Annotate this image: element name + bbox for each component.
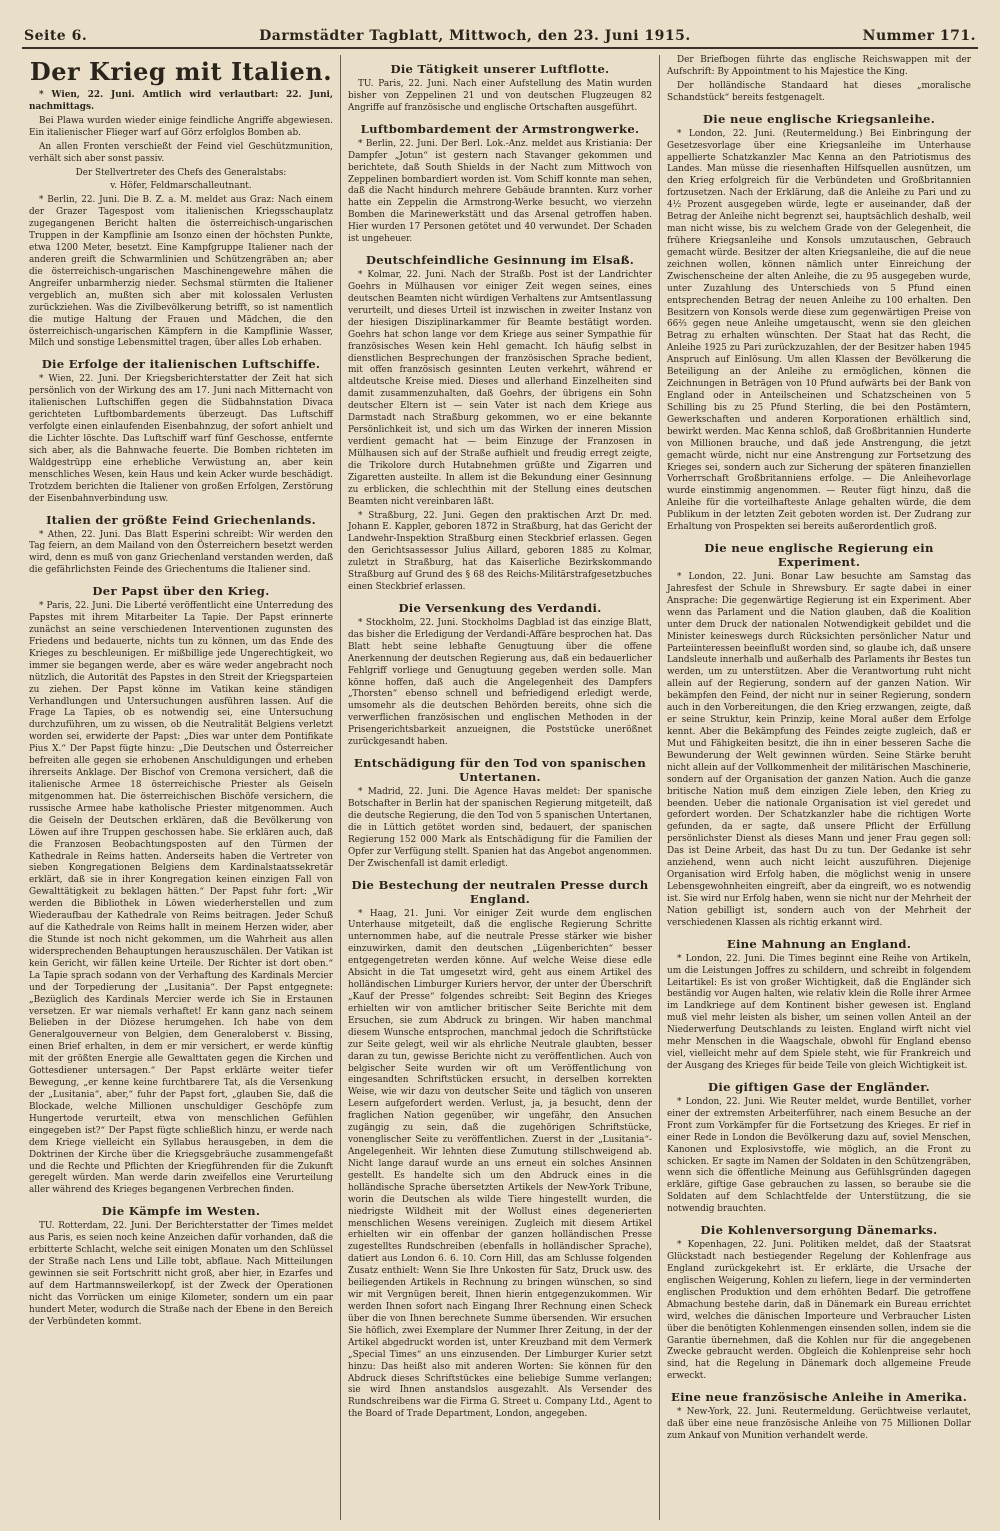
section-heading: Die Erfolge der italienischen Luftschiffe. — [41, 357, 321, 372]
article-paragraph: * London, 22. Juni. (Reutermeldung.) Bei Einbringung der Gesetzesvorlage über eine Kriegsanleihe im Unterhause appellierte Schatzkanzler Mac Kenna an den Patriotismus des Landes. Man müsse die riesenhaften Hilfsquellen ausnützen, um den Krieg erfolgreich für die Verbündeten und Großbritannien fortzusetzen. Nach der Erklärung, daß die Anleihe zu Pari und zu 4½ Prozent ausgegeben würde, legte er auseinander, daß der Betrag der Anleihe nicht begrenzt sei, hauptsächlich deshalb, weil man nicht wisse, bis zu welchem Grade von der Gelegenheit, die frühere Kriegsanleihe und Konsols umzutauschen, Gebrauch gemacht würde. Besitzer der alten Kriegsanleihe, die auf die neue zeichnen wollen, können nämlich unter Einreichung der Zwischenscheine der alten Anleihe, die zu 95 ausgegeben wurde, unter Zuzahlung des Unterschieds von 5 Pfund einen entsprechenden Betrag der neuen Anleihe zu 100 erhalten. Den Besitzern von Konsols werde diese zum gegenwärtigen Preise von 66⅔ gegen neue Anleihe umgetauscht, wenn sie den gleichen Betrag zu erhalten wünschten. Der Staat hat das Recht, die Anleihe 1925 zu Pari zurückzuzahlen, der der Besitzer haben 1945 Anspruch auf Einlösung. Um allen Klassen der Bevölkerung die Beteiligung an der Anleihe zu ermöglichen, können die Zeichnungen in Beträgen von 10 Pfund aufwärts bei der Bank von England oder in Anteilscheinen und Schatzscheinen von 5 Schilling bis zu 25 Pfund Sterling, die bei den Postämtern, Gewerkschaften und anderen Korporationen erhältlich sind, bewirkt werden. Mac Kenna schloß, daß Großbritannien Hunderte von Millionen brauche, und daß jede Anstrengung, die jetzt gemacht würde, nicht nur eine Anstrengung zur Fortsetzung des Krieges sei, sondern auch zur Sicherung der späteren finanziellen Vorherrschaft Großbritanniens erfolge. — Die Anleihevorlage wurde einstimmig angenommen. — Reuter fügt hinzu, daß die Anleihe für die vorteilhafteste Anlage gehalten würde, die dem Publikum in der letzten Zeit geboten worden ist. Der Zudrang zur Erhaltung von Prospekten sei bereits außerordentlich groß. — [667, 128, 971, 533]
main-headline: Der Krieg mit Italien. — [29, 57, 333, 86]
section-heading: Luftbombardement der Armstrongwerke. — [360, 121, 640, 136]
section-heading: Die neue englische Kriegsanleihe. — [702, 111, 936, 126]
section-heading: Eine neue französische Anleihe in Amerika. — [670, 1390, 968, 1405]
article-paragraph: TU. Paris, 22. Juni. Nach einer Aufstellung des Matin wurden bisher von Zeppelinen 21 und von deutschen Flugzeugen 82 Angriffe auf französische und englische Ortschaften ausgeführt. — [348, 79, 652, 113]
article-paragraph: * Madrid, 22. Juni. Die Agence Havas meldet: Der spanische Botschafter in Berlin hat der spanischen Regierung mitgeteilt, daß die deutsche Regierung, die den Tod von 5 spanischen Untertanen, die in Lüttich getötet worden sind, bedauert, der spanischen Regierung 152 000 Mark als Entschädigung für die Familien der Opfer zur Verfügung stellt. Spanien hat das Angebot angenommen. Der Zwischenfall ist damit erledigt. — [348, 787, 652, 869]
section-heading: Italien der größte Feind Griechenlands. — [46, 512, 316, 527]
column-2 — [341, 55, 660, 1520]
section-heading: Die Versenkung des Verdandi. — [398, 600, 602, 615]
article-paragraph: * London, 22. Juni. Die Times beginnt eine Reihe von Artikeln, um die Leistungen Joffres zu schildern, und schreibt in folgendem Leitartikel: Es ist von großer Wichtigkeit, daß die Engländer sich beständig vor Augen halten, wie relativ klein die Rolle ihrer Armee im Landkriege auf dem Kontinent bisher gewesen ist. England muß viel mehr leisten als bisher, um seinen vollen Anteil an der Niederwerfung Deutschlands zu leisten. England wirft nicht viel mehr Menschen in die Waagschale, obwohl für England ebenso viel, vielleicht mehr auf dem Spiele steht, wie für Frankreich und der Ausgang des Krieges für beide Teile von gleich Wichtigkeit ist. — [667, 953, 971, 1071]
column-3 — [660, 55, 978, 1520]
page-number: Seite 6. — [24, 28, 88, 44]
section-heading: Die Kohlenversorgung Dänemarks. — [700, 1223, 938, 1238]
column-1 — [22, 55, 341, 1520]
article-paragraph: * London, 22. Juni. Wie Reuter meldet, wurde Bentillet, vorher einer der extremsten Arbeiterführer, nach einem Besuche an der Front zum Vorkämpfer für die Fortsetzung des Krieges. Er rief in einer Rede in London die Bevölkerung dazu auf, soviel Menschen, Kanonen und Explosivstoffe, wie möglich, an die Front zu schicken. Er sagte im Namen der Soldaten in den Schützengräben, wenn sich die öffentliche Meinung aus Gefühlsgründen dagegen erkläre, giftige Gase gebrauchen zu lassen, so beraube sie die Soldaten auf dem Schlachtfelde der Unterstützung, die sie notwendig brauchten. — [667, 1096, 971, 1215]
section-heading: Die neue englische Regierung ein Experiment. — [704, 541, 934, 570]
section-heading: Die Tätigkeit unserer Luftflotte. — [390, 62, 610, 76]
article-paragraph: * Athen, 22. Juni. Das Blatt Esperini schreibt: Wir werden den Tag feiern, an dem Mailand von den Österreichern besetzt werden wird, denn es muß von ganz Griechenland verstanden werden, daß die gefährlichsten Feinde des Griechentums die Italiener sind. — [29, 529, 333, 576]
section-heading: Entschädigung für den Tod von spanischen Untertanen. — [353, 756, 647, 785]
article-paragraph: * Kopenhagen, 22. Juni. Politiken meldet, daß der Staatsrat Glückstadt nach bestiegender Regelung der Kohlenfrage aus England zurückgekehrt ist. Er erklärte, die Ursache der englischen Weigerung, Kohlen zu liefern, liege in der verminderten englischen Produktion und dem erhöhten Bedarf. Die getroffene Abmachung bestehe darin, daß in Dänemark ein Bureau errichtet wird, welches die dänischen Importeure und Verbraucher Listen über die benötigten Kohlenmengen einsenden sollen, indem sie die Garantie übernehmen, daß die Kohlen nur für die angegebenen Zwecke gebraucht werden. Obgleich die Kohlenpreise sehr hoch sind, hat die Regelung in Dänemark doch allgemeine Freude erweckt. — [667, 1240, 971, 1382]
article-paragraph: * Paris, 22. Juni. Die Liberté veröffentlicht eine Unterredung des Papstes mit ihrem Mitarbeiter La Tapie. Der Papst erinnerte zunächst an seine verschiedenen Interventionen zugunsten des Friedens und bedauerte, nichts tun zu können, um das Ende des Krieges zu beschleunigen. Er mißbillige jede Ungerechtigkeit, wo immer sie begangen werde, aber es wäre weder angebracht noch nützlich, die Autorität des Papstes in den Streit der Kriegsparteien zu ziehen. Der Papst könne im Vatikan keine ständigen Verhandlungen und Untersuchungen ausführen lassen. Auf die Frage La Tapies, ob es notwendig sei, eine Untersuchung durchzuführen, um zu wissen, ob die Neutralität Belgiens verletzt worden sei, erwiderte der Papst: „Dies war unter dem Pontifikate Pius X.“ Der Papst fügte hinzu: „Die Deutschen und Österreicher befreiten alle gegen sie erhobenen Anschuldigungen und erheben ihrerseits Anklage. Der Bischof von Cremona versichert, daß die italienische Armee 18 österreichische Priester als Geiseln mitgenommen hat. Die österreichischen Bischöfe versichern, die russische Armee habe katholische Priester mitgenommen. Auch die Geiseln der Deutschen erklären, daß die Bevölkerung von Löwen auf ihre Truppen geschossen habe. Sie erklären auch, daß die Franzosen Beobachtungsposten auf den Türmen der Kathedrale in Reims hatten. Anderseits haben die Vertreter von sieben Kongregationen Belgiens dem Kardinalstaatssekretär erklärt, daß sie in ihrer Kongregation keinen einzigen Fall von Gewalttätigkeit zu beklagen hätten.“ Der Papst fuhr fort: „Wir werden die Bibliothek in Löwen wiederherstellen und zum Wiederaufbau der Kathedrale von Reims beitragen. Jeder Schuß auf die Kathedrale von Reims hallt in meinem Herzen wider, aber die Stunde ist noch nicht gekommen, um die Wahrheit aus allen widersprechenden Behauptungen herauszuschälen. Der Vatikan ist kein Gericht, wir fällen keine Urteile. Der Richter ist dort oben.“ La Tapie sprach sodann von der Verhaftung des Kardinals Mercier und der Torpedierung der „Lusitania“. Der Papst entgegnete: „Bezüglich des Kardinals Mercier werde ich Sie in Erstaunen versetzen. Er war niemals verhaftet! Er kann ganz nach seinem Belieben in der Diözese herumgehen. Ich habe von dem Generalgouverneur von Belgien, dem Generaloberst v. Bissing, einen Brief erhalten, in dem er mir versichert, er werde künftig mit der größten Energie alle Gewalttaten gegen die Kirchen und Gottesdiener untersagen.“ Der Papst erklärte weiter tiefer Bewegung, „er kenne keine furchtbarere Tat, als die Versenkung der „Lusitania“, aber,“ fuhr der Papst fort, „glauben Sie, daß die Blockade, welche Millionen unschuldiger Geschöpfe zum Hungertode verurteilt, etwa von menschlichen Gefühlen eingegeben ist?“ Der Papst fügte schließlich hinzu, er werde nach dem Kriege vielleicht ein Syllabus herausgeben, in dem die Doktrinen der Kirche über die Kriegsgebräuche zusammengefaßt und die Rechte und Pflichten der Kriegführenden für die Zukunft geregelt würden. Man werde darin zweifellos eine Verurteilung aller während des Krieges begangenen Verbrechen finden. — [29, 601, 333, 1196]
article-paragraph: Der Briefbogen führte das englische Reichswappen mit der Aufschrift: By Appointment to his Majestice the King. — [667, 55, 971, 77]
masthead — [22, 28, 978, 49]
article-paragraph: * New-York, 22. Juni. Reutermeldung. Gerüchtweise verlautet, daß über eine neue französische Anleihe von 75 Millionen Dollar zum Ankauf von Munition verhandelt werde. — [667, 1407, 971, 1442]
article-paragraph: Bei Plawa wurden wieder einige feindliche Angriffe abgewiesen. Ein italienischer Flieger warf auf Görz erfolglos Bomben ab. — [29, 115, 333, 138]
article-paragraph: * Berlin, 22. Juni. Die B. Z. a. M. meldet aus Graz: Nach einem der Grazer Tagespost vom italienischen Kriegsschauplatz zugegangenen Bericht halten die österreichisch-ungarischen Truppen in der Kampflinie am Isonzo einen der höchsten Punkte, etwa 1200 Meter, besetzt. Eine Kampfgruppe Italiener nach der anderen greift die Schwarmlinien und Schützengräben an; aber die österreichisch-ungarischen Maschinengewehre mähen die Angreifer unbarmherzig nieder. Sechsmal stürmten die Italiener vergeblich an, mußten sich aber mit kolossalen Verlusten zurückziehen. Was die Zivilbevölkerung betrifft, so ist namentlich die mutige Haltung der Frauen und Mädchen, die den österreichisch-ungarischen Kämpfern in die Kampflinie Wasser, Milch und sonstige Lebensmittel tragen, über alles Lob erhaben. — [29, 195, 333, 349]
article-paragraph: * Stockholm, 22. Juni. Stockholms Dagblad ist das einzige Blatt, das bisher die Erledigung der Verdandi-Affäre besprochen hat. Das Blatt hebt seine lebhafte Genugtuung über die offene Anerkennung der deutschen Regierung aus, daß ein bedauerlicher Fehlgriff vorliege und Genugtuung gegeben werden solle. Man könne hoffen, daß auch die Angelegenheit des Dampfers „Thorsten“ ebenso schnell und befriedigend erledigt werde, umsomehr als die deutschen Behörden bereits, ohne sich die verwerflichen französischen und englischen Methoden in der Prisengerichtsbarkeit anzueignen, die Poststücke unerößnet zurückgesandt haben. — [348, 617, 652, 748]
section-heading: Die Kämpfe im Westen. — [101, 1204, 261, 1219]
article-paragraph: Der holländische Standaard hat dieses „moralische Schandstück“ bereits festgenagelt. — [667, 80, 971, 103]
article-paragraph: * Wien, 22. Juni. Amtlich wird verlautbart: 22. Juni, nachmittags. — [29, 90, 333, 112]
article-signature: Der Stellvertreter des Chefs des Generalstabs: — [75, 167, 287, 178]
article-paragraph: * Wien, 22. Juni. Der Kriegsberichterstatter der Zeit hat sich persönlich von der Wirkung des am 17. Juni nach Mitternacht von italienischen Luftschiffen gegen die Südbahnstation Divaca gerichteten Luftbombardements überzeugt. Das Luftschiff verfolgte einen einlaufenden Eisenbahnzug, der sofort anhielt und die Lichter löschte. Das Luftschiff warf fünf Geschosse, entfernte sich aber, als die Bahnwache feuerte. Die Bomben richteten im Waldgestrüpp eine erhebliche Verwüstung an, aber kein menschliches Wesen, kein Haus und kein Acker wurde beschädigt. Trotzdem berichten die Italiener von großen Erfolgen, Zerstörung der Eisenbahnverbindung usw. — [29, 374, 333, 504]
article-paragraph: * London, 22. Juni. Bonar Law besuchte am Samstag das Jahresfest der Schule in Shrewsbury. Er sagte dabei in einer Ansprache: Die gegenwärtige Regierung ist ein Experiment. Aber wenn das Parlament und die Nation glauben, daß die Koalition unter dem Druck der nationalen Notwendigkeit gebildet und die Minister keineswegs durch Rücksichten persönlicher Natur und Parteiinteressen beeinflußt worden sind, so glaube ich, daß unsere Landsleute innerhalb und außerhalb des Parlaments ihr Bestes tun werden, um zu unterstützen. Aber die Verantwortung ruht nicht allein auf der Regierung, sondern auf der ganzen Nation. Wir bekämpfen den Feind, der nicht nur in seiner Regierung, sondern auch in den Vorbereitungen, die den Krieg erzwangen, zeigte, daß er seine Struktur, kein Prinzip, keine Moral außer dem Erfolge kennt. Aber die Bekämpfung des Feindes zeigte zugleich, daß er Mut und Fähigkeiten besitzt, die ihn in einer besseren Sache die Bewunderung der Welt gewinnen würden. Seine Stärke beruht nicht allein auf der Vollkommenheit der militärischen Maschinerie, sondern auf der Organisation der ganzen Nation. Auch die ganze britische Nation muß dem einzigen Ziele leben, den Krieg zu beenden. Ueber die nationale Organisation ist viel geredet und gefordert worden. Der Schatzkanzler habe die richtigen Worte gefunden, da er sagte, daß unsere Pflicht der Erfüllung persönlichster Dienst als dieses Mann und jener Frau gegen soll: Das ist Deine Arbeit, das hast Du zu tun. Der Gedanke ist sehr anziehend, wenn auch nicht leicht auszuführen. Diejenige Organisation wird Erfolg haben, die möglichst wenig in unsere Lebensgewohnheiten eingreift, aber da eingreift, wo es notwendig ist. Sie wird nur Erfolg haben, wenn sie nicht nur der Mehrheit der Nation gebilligt ist, sondern auch von der Mehrheit der verschiedenen Klassen als richtig erkannt wird. — [667, 572, 971, 928]
article-paragraph: * Kolmar, 22. Juni. Nach der Straßb. Post ist der Landrichter Goehrs in Mülhausen vor einiger Zeit wegen seines, eines deutschen Beamten nicht würdigen Verhaltens zur Amtsentlassung verurteilt, und dieses Urteil ist inzwischen in zweiter Instanz von der hiesigen Disziplinarkammer für Beamte bestätigt worden. Goehrs hat schon lange vor dem Kriege aus seiner Sympathie für französisches Wesen kein Hehl gemacht. Ich häufig selbst in dienstlichen Besprechungen der französischen Sprache bedient, mit offen französisch gesinnten Leuten verkehrt, während er altdeutsche Kreise mied. Dieses und allerhand Einzelheiten sind damit zusammenzuhalten, daß Goehrs, der übrigens ein Sohn deutscher Eltern ist — sein Vater ist nach dem Kriege aus Darmstadt nach Straßburg gekommen, wo er eine bekannte Persönlichkeit ist, und sich um das Wirken der inneren Mission verdient gemacht hat — beim Einzuge der Franzosen in Mülhausen sich auf der Straße aufhielt und freudig erregt zeigte, die Trikolore durch Hutabnehmen grüßte und Zigarren und Zigaretten austeilte. In allem ist die Bekundung einer Gesinnung zu erblicken, die schlechthin mit der Stellung eines deutschen Beamten nicht vereinbaren läßt. — [348, 270, 652, 507]
article-paragraph: * Berlin, 22. Juni. Der Berl. Lok.-Anz. meldet aus Kristiania: Der Dampfer „Jotun“ ist gestern nach Stavanger gekommen und berichtete, daß South Shields in der Nacht zum Mittwoch von Zeppelinen bombardiert worden ist. Vom Schiff konnte man sehen, daß die Nacht hindurch mehrere Gebäude brannten. Kurz vorher hatte ein Zeppelin die Armstrong-Werke besucht, wo vierzehn Bomben die Marinewerkstätt und das Arsenal getroffen haben. Hier wurden 17 Personen getötet und 40 verwundet. Der Schaden ist ungeheuer. — [348, 138, 652, 245]
article-paragraph: * Straßburg, 22. Juni. Gegen den praktischen Arzt Dr. med. Johann E. Kappler, geboren 1872 in Straßburg, hat das Gericht der Landwehr-Inspektion Straßburg einen Steckbrief erlassen. Gegen den Gerichtsassessor Julius Aillard, geboren 1885 zu Kolmar, zuletzt in Straßburg, hat das Kaiserliche Bezirkskommando Straßburg auf Grund des § 68 des Reichs-Militärstrafgesetzbuches einen Steckbrief erlassen. — [348, 510, 652, 593]
section-heading: Die giftigen Gase der Engländer. — [708, 1079, 930, 1094]
section-heading: Deutschfeindliche Gesinnung im Elsaß. — [365, 253, 635, 268]
article-signature: v. Höfer, Feldmarschalleutnant. — [110, 181, 252, 192]
section-heading: Eine Mahnung an England. — [726, 936, 912, 951]
section-heading: Der Papst über den Krieg. — [92, 584, 270, 599]
article-paragraph: * Haag, 21. Juni. Vor einiger Zeit wurde dem englischen Unterhause mitgeteilt, daß die englische Regierung Schritte unternommen habe, auf die neutrale Presse stärker wie bisher einzuwirken, damit den deutschen „Lügenberichten“ besser entgegengetreten werden könne. Auf welche Weise diese edle Absicht in die Tat umgesetzt wird, geht aus einem Artikel des holländischen Limburger Kuriers hervor, der unter der Überschrift „Kauf der Presse“ folgendes schreibt: Seit Beginn des Krieges erhielten wir von amtlicher britischer Seite Berichte mit dem Ersuchen, sie zum Abdruck zu bringen. Wir haben manchmal diesem Wunsche entsprochen, manchmal jedoch die Schriftstücke zur Seite gelegt, weil wir als ehrliche Neutrale glaubten, besser daran zu tun, gewisse Berichte nicht zu veröffentlichen. Auch von belgischer Seite wurden wir oft um Veröffentlichung von eingesandten Schriftstücken ersucht, in derselben korrekten Weise, wie wir dazu von deutscher Seite und täglich von unseren Lesern aufgefordert werden. Verlust, ja, ja besucht, denn der fraglichen Nation gegenüber, wir ungefähr, den Ansuchen zugängig zu sein, daß die zugehörigen Schriftstücke, vonenglischer Seite zu veröffentlichen. Zuerst in der „Lusitania“-Angelegenheit. Wir lehnten diese Zumutung stillschweigend ab. Nicht lange darauf wurde an uns erneut ein solches Ansinnen gestellt. Es handelte sich um den Abdruck eines in die holländische Sprache übersetzten Artikels der New-York Tribune, worin die Deutschen als wilde Tiere hingestellt wurden, die niedrigste Wildheit mit der Wollust eines degenerierten menschlichen Wesens vereinigen. Zugleich mit diesem Artikel erhielten wir ein offenbar der ganzen holländischen Presse zugestelltes Rundschreiben (ebenfalls in holländischer Sprache), datiert aus London 6. 6. 10. Corn Hill, das am Schlusse folgenden Zusatz enthielt: Wenn Sie Ihre Unkosten für Satz, Druck usw. des beiliegenden Artikels in Rechnung zu bringen wünschen, so sind wir mit Vergnügen bereit, Ihnen hierin entgegenzukommen. Wir werden Ihnen sofort nach Eingang Ihrer Rechnung einen Scheck über die von Ihnen berechnete Summe übersenden. Wir ersuchen Sie höflich, zwei Exemplare der Nummer Ihrer Zeitung, in der der Artikel abgedruckt worden ist, unter Kreuzband mit dem Vermerk „Special Times“ an uns einzusenden. Der Limburger Kurier setzt hinzu: Das heißt also mit anderen Worten: Sie können für den Abdruck dieses Schriftstückes eine beliebige Summe verlangen; sie wird Ihnen anstandslos ausgezahlt. Als Versender des Rundschreibens war die Firma G. Street u. Company Ltd., Agent to the Board of Trade Department, London, angegeben. — [348, 908, 652, 1420]
article-paragraph: TU. Rotterdam, 22. Juni. Der Berichterstatter der Times meldet aus Paris, es seien noch keine Anzeichen dafür vorhanden, daß die erbitterte Schlacht, welche seit einigen Monaten um den Schlüssel der Straße nach Lens und Lille tobt, abflaue. Nach Mitteilungen gewinnen sie seit Fortschritt nicht groß, aber hier, in Ezarfes und auf dem Hartmannsweilerkopf, ist der Zweck der Operationen nicht das Vorrücken um einige Kilometer, sondern um ein paar hundert Meter, wodurch die Straße nach der Ebene in den Bereich der Verbündeten kommt. — [29, 1221, 333, 1327]
columns — [22, 55, 978, 1520]
newspaper-title: Darmstädter Tagblatt, Mittwoch, den 23. Juni 1915. — [259, 28, 691, 44]
section-heading: Die Bestechung der neutralen Presse durch England. — [351, 877, 649, 906]
article-paragraph: An allen Fronten verschießt der Feind viel Geschützmunition, verhält sich aber sonst passiv. — [29, 141, 333, 164]
issue-number: Nummer 171. — [862, 28, 976, 44]
